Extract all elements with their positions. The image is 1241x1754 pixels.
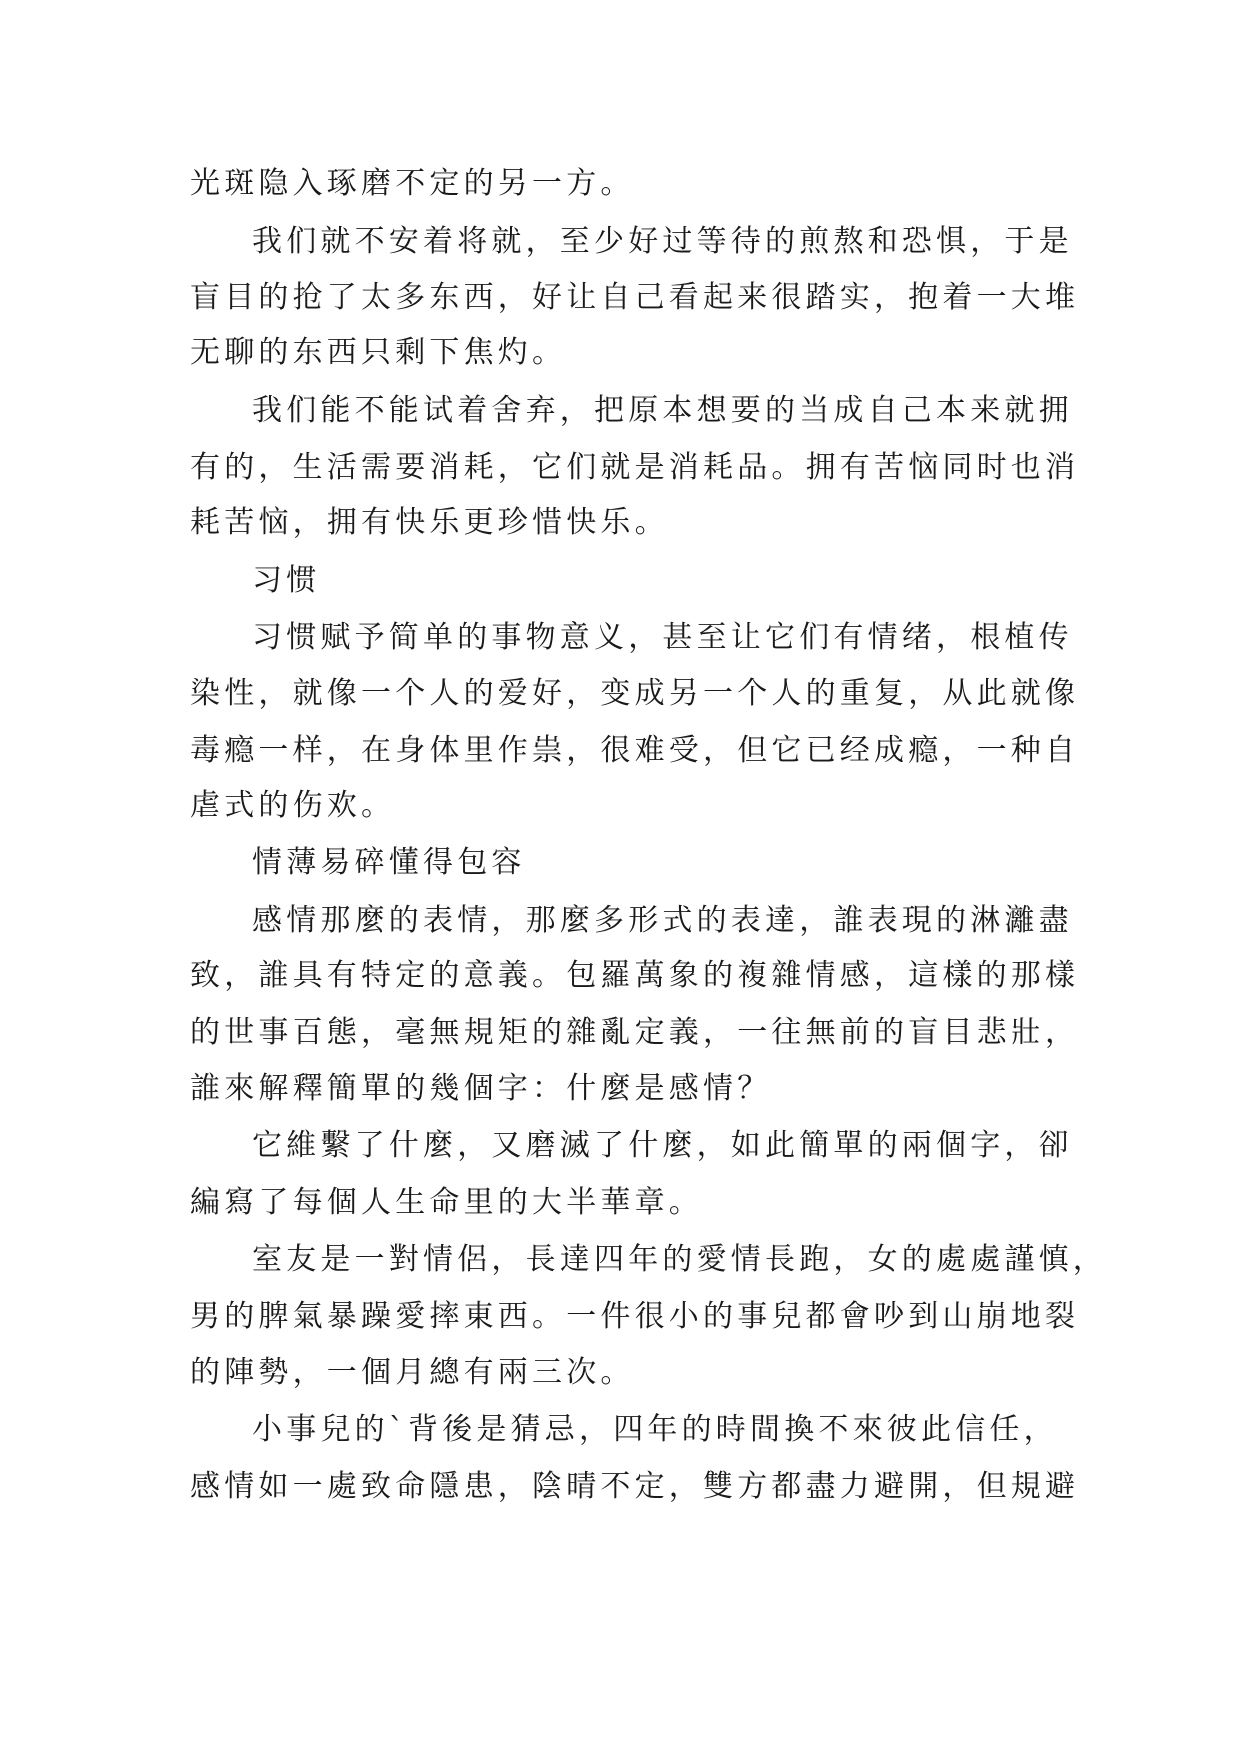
text-line: 感情如一處致命隱患，陰晴不定，雙方都盡力避開，但規避 bbox=[190, 1469, 1080, 1504]
text-line: 致，誰具有特定的意義。包羅萬象的複雜情感，這樣的那樣 bbox=[190, 958, 1080, 993]
section-heading: 情薄易碎懂得包容 bbox=[252, 845, 526, 880]
text-line: 誰來解釋簡單的幾個字：什麼是感情？ bbox=[190, 1071, 772, 1106]
text-line: 感情那麼的表情，那麼多形式的表達，誰表現的淋灕盡 bbox=[252, 903, 1073, 938]
text-line: 它維繫了什麼，又磨滅了什麼，如此簡單的兩個字，卻 bbox=[252, 1128, 1073, 1163]
text-line: 毒瘾一样，在身体里作祟，很难受，但它已经成瘾，一种自 bbox=[190, 733, 1080, 768]
text-line: 我们能不能试着舍弃，把原本想要的当成自己本来就拥 bbox=[252, 393, 1073, 428]
text-line: 虐式的伤欢。 bbox=[190, 788, 396, 823]
text-line: 光斑隐入琢磨不定的另一方。 bbox=[190, 166, 635, 201]
text-line: 編寫了每個人生命里的大半華章。 bbox=[190, 1185, 703, 1220]
text-line: 的世事百態，毫無規矩的雜亂定義，一往無前的盲目悲壯， bbox=[190, 1015, 1080, 1050]
section-heading: 习惯 bbox=[252, 563, 321, 598]
text-line: 无聊的东西只剩下焦灼。 bbox=[190, 335, 567, 370]
text-line: 男的脾氣暴躁愛摔東西。一件很小的事兒都會吵到山崩地裂 bbox=[190, 1299, 1080, 1334]
text-line: 耗苦恼，拥有快乐更珍惜快乐。 bbox=[190, 505, 669, 540]
text-line: 有的，生活需要消耗，它们就是消耗品。拥有苦恼同时也消 bbox=[190, 450, 1080, 485]
text-line: 我们就不安着将就，至少好过等待的煎熬和恐惧，于是 bbox=[252, 224, 1073, 259]
text-line: 小事兒的`背後是猜忌，四年的時間換不來彼此信任， bbox=[252, 1412, 1058, 1447]
text-line: 室友是一對情侶，長達四年的愛情長跑，女的處處謹慎， bbox=[252, 1242, 1107, 1277]
text-line: 习惯赋予简单的事物意义，甚至让它们有情绪，根植传 bbox=[252, 620, 1073, 655]
text-line: 盲目的抢了太多东西，好让自己看起来很踏实，抱着一大堆 bbox=[190, 280, 1080, 315]
text-line: 的陣勢，一個月總有兩三次。 bbox=[190, 1355, 635, 1390]
text-line: 染性，就像一个人的爱好，变成另一个人的重复，从此就像 bbox=[190, 676, 1080, 711]
